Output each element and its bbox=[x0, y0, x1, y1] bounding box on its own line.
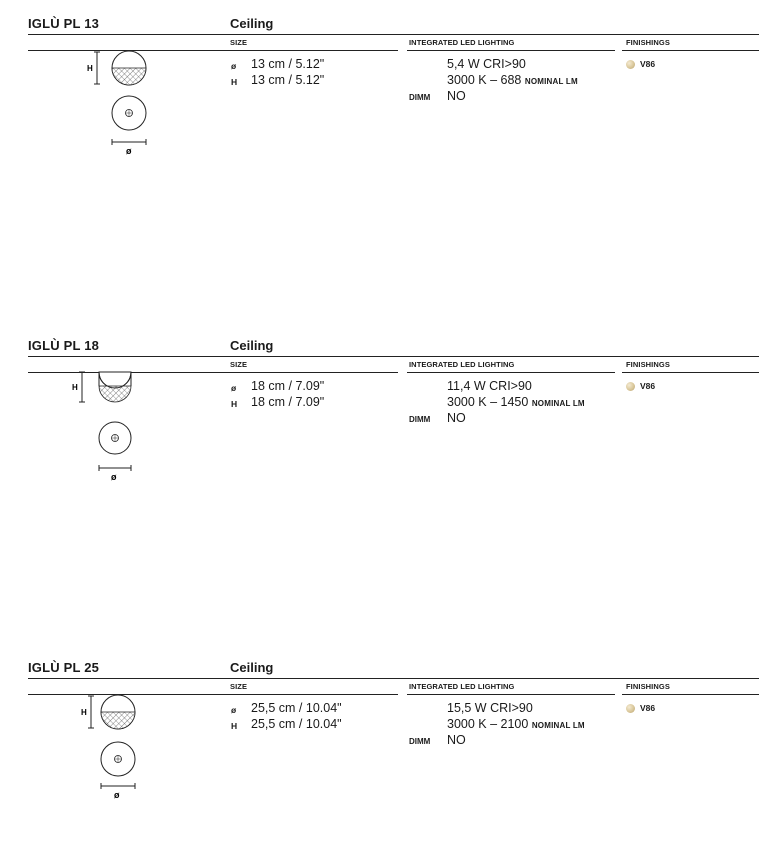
power-value: 11,4 W CRI>90 bbox=[447, 379, 532, 393]
diameter-symbol: ø bbox=[231, 705, 237, 715]
finish-swatch bbox=[626, 60, 635, 69]
led-header: INTEGRATED LED LIGHTING bbox=[409, 360, 515, 369]
finish-swatch bbox=[626, 704, 635, 713]
nominal-lm-label: NOMINAL LM bbox=[531, 721, 585, 730]
divider bbox=[28, 356, 759, 357]
divider bbox=[228, 694, 398, 695]
finishings-header: FINISHINGS bbox=[626, 38, 670, 47]
product-section-pl13 bbox=[0, 0, 759, 200]
size-header: SIZE bbox=[230, 38, 248, 47]
height-symbol: H bbox=[231, 77, 238, 87]
dimm-label: DIMM bbox=[409, 93, 431, 102]
power-value: 5,4 W CRI>90 bbox=[447, 57, 526, 71]
product-name: IGLÙ PL 25 bbox=[28, 660, 100, 675]
finishings-header: FINISHINGS bbox=[626, 682, 670, 691]
lumens-value: 3000 K – 688 bbox=[447, 73, 522, 87]
size-header: SIZE bbox=[230, 682, 248, 691]
size-header: SIZE bbox=[230, 360, 248, 369]
finish-code: V86 bbox=[640, 703, 656, 713]
diameter-value: 25,5 cm / 10.04" bbox=[251, 701, 342, 715]
power-value: 15,5 W CRI>90 bbox=[447, 701, 533, 715]
dimm-value: NO bbox=[447, 733, 466, 747]
height-symbol: H bbox=[231, 721, 238, 731]
led-header: INTEGRATED LED LIGHTING bbox=[409, 38, 515, 47]
divider bbox=[28, 678, 759, 679]
dimm-label: DIMM bbox=[409, 415, 431, 424]
product-section-pl18 bbox=[0, 322, 759, 522]
height-value: 13 cm / 5.12" bbox=[251, 73, 325, 87]
divider bbox=[622, 50, 759, 51]
diameter-symbol: ø bbox=[231, 61, 237, 71]
finish-swatch bbox=[626, 382, 635, 391]
lamp-drawing bbox=[60, 40, 200, 170]
divider bbox=[622, 372, 759, 373]
height-value: 25,5 cm / 10.04" bbox=[251, 717, 342, 731]
diameter-dim-label: ø bbox=[114, 790, 120, 800]
nominal-lm-label: NOMINAL LM bbox=[524, 77, 578, 86]
dimm-value: NO bbox=[447, 89, 466, 103]
divider bbox=[228, 372, 398, 373]
divider bbox=[407, 50, 615, 51]
divider bbox=[407, 372, 615, 373]
height-dim-label: H bbox=[72, 383, 78, 392]
height-dim-label: H bbox=[81, 708, 87, 717]
height-symbol: H bbox=[231, 399, 238, 409]
product-type: Ceiling bbox=[230, 338, 274, 353]
lumens-row bbox=[447, 395, 585, 409]
divider bbox=[407, 694, 615, 695]
height-value: 18 cm / 7.09" bbox=[251, 395, 325, 409]
lumens-row bbox=[447, 73, 578, 87]
divider bbox=[28, 34, 759, 35]
product-section-pl25 bbox=[0, 644, 759, 844]
nominal-lm-label: NOMINAL LM bbox=[531, 399, 585, 408]
divider bbox=[228, 50, 398, 51]
dimm-value: NO bbox=[447, 411, 466, 425]
lumens-value: 3000 K – 2100 bbox=[447, 717, 529, 731]
diameter-dim-label: ø bbox=[111, 472, 117, 482]
lamp-mesh bbox=[101, 712, 135, 729]
diameter-value: 18 cm / 7.09" bbox=[251, 379, 325, 393]
lamp-drawing bbox=[60, 684, 200, 814]
product-name: IGLÙ PL 13 bbox=[28, 16, 100, 31]
diameter-symbol: ø bbox=[231, 383, 237, 393]
led-header: INTEGRATED LED LIGHTING bbox=[409, 682, 515, 691]
lamp-mesh bbox=[112, 68, 146, 85]
height-dim-label: H bbox=[87, 64, 93, 73]
lumens-value: 3000 K – 1450 bbox=[447, 395, 529, 409]
finish-code: V86 bbox=[640, 59, 656, 69]
divider bbox=[622, 694, 759, 695]
finish-code: V86 bbox=[640, 381, 656, 391]
dimm-label: DIMM bbox=[409, 737, 431, 746]
product-type: Ceiling bbox=[230, 16, 274, 31]
finishings-header: FINISHINGS bbox=[626, 360, 670, 369]
diameter-dim-label: ø bbox=[126, 146, 132, 156]
product-name: IGLÙ PL 18 bbox=[28, 338, 100, 353]
lamp-drawing bbox=[60, 362, 200, 492]
lumens-row bbox=[447, 717, 585, 731]
diameter-value: 13 cm / 5.12" bbox=[251, 57, 325, 71]
product-type: Ceiling bbox=[230, 660, 274, 675]
